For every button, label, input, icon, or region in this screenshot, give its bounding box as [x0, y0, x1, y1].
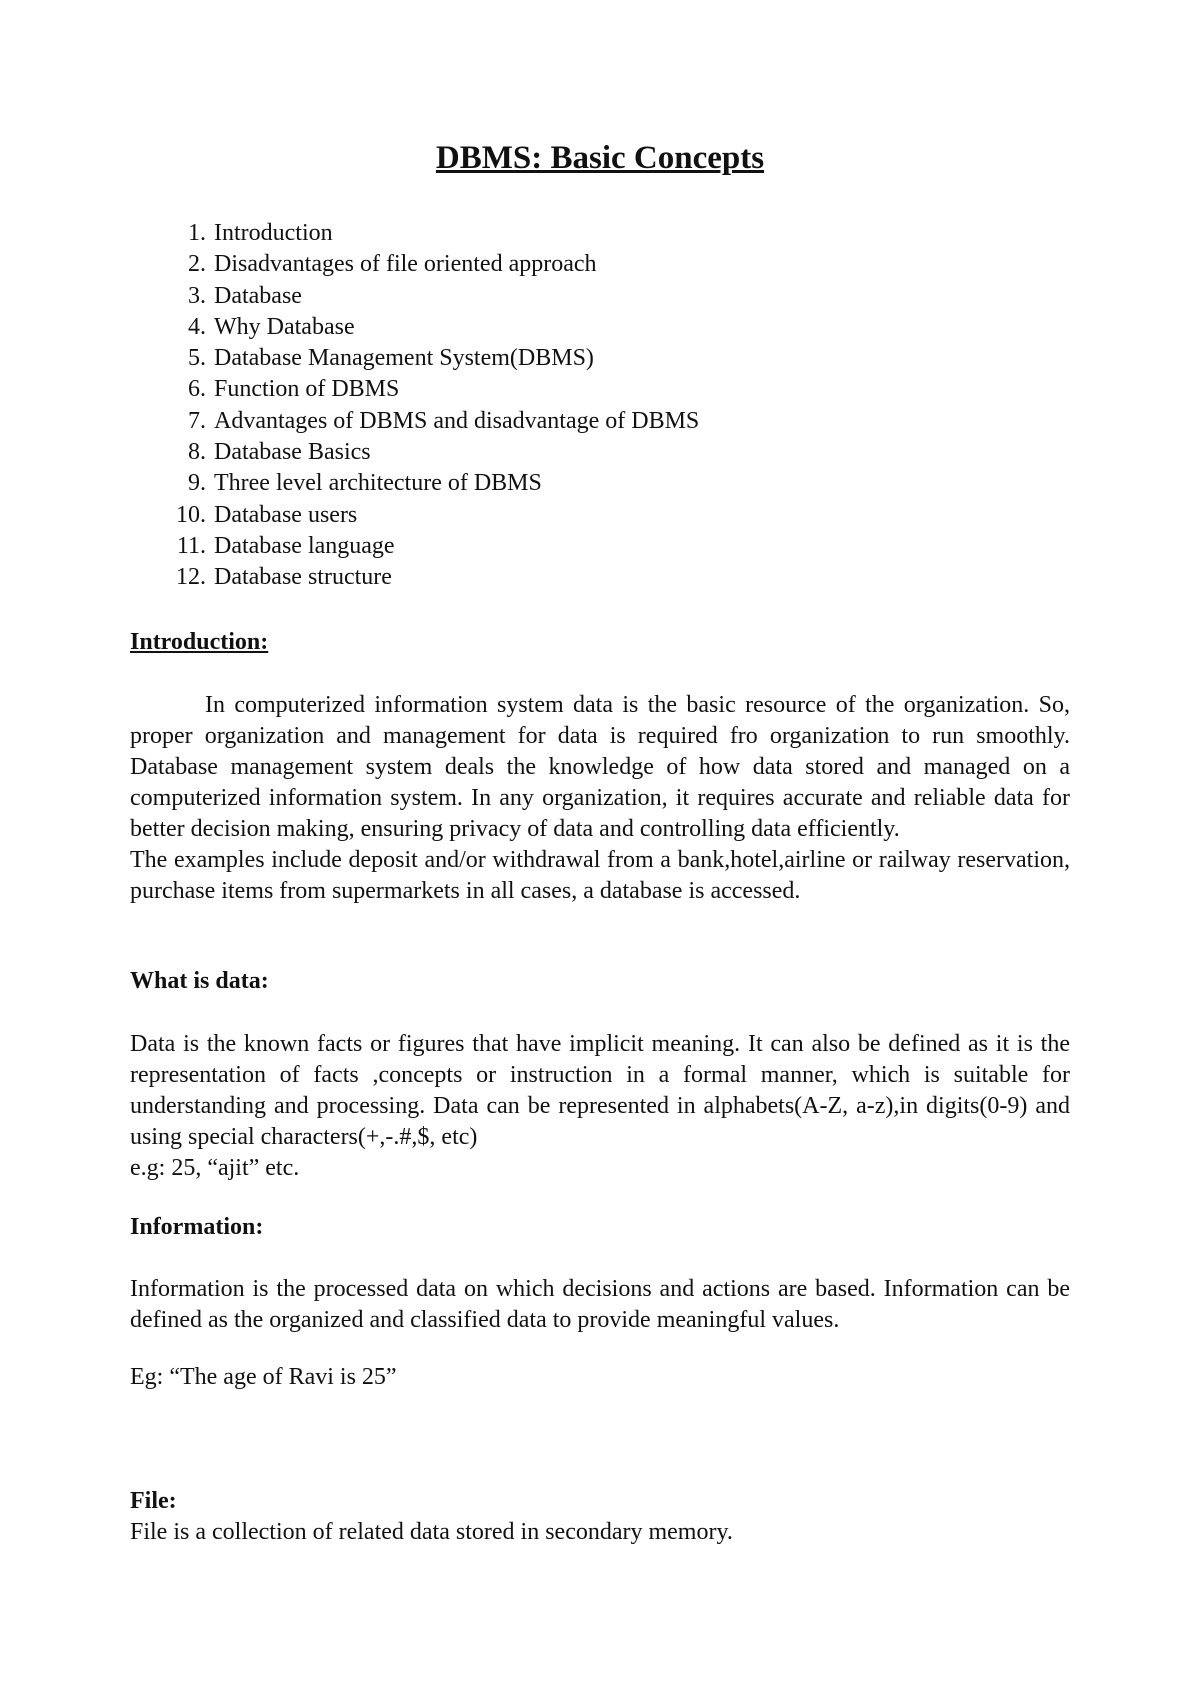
- what-is-data-paragraph: Data is the known facts or figures that have implicit meaning. It can also be defined as it is the representation of facts ,concepts or instruction in a formal manner, which is suitable for understanding and processing. Data can be represented in alphabets(A-Z, a-z),in digits(0-9) and using special characters(+,-.#,$, etc): [130, 1031, 1070, 1150]
- information-example: Eg: “The age of Ravi is 25”: [130, 1364, 397, 1390]
- toc-number: 2.: [188, 251, 206, 278]
- toc-item: [160, 249, 699, 280]
- toc-text: Database: [214, 282, 302, 309]
- toc-item: [160, 406, 699, 437]
- toc-number: 3.: [188, 282, 206, 309]
- toc-number: 12.: [176, 564, 206, 591]
- toc-text: Database language: [214, 532, 395, 559]
- toc-item: [160, 468, 699, 499]
- introduction-examples: The examples include deposit and/or withdrawal from a bank,hotel,airline or railway reservation, purchase items from supermarkets in all cases, a database is accessed.: [130, 847, 1070, 904]
- page-title: DBMS: Basic Concepts: [435, 140, 765, 176]
- toc-number: 11.: [176, 532, 206, 559]
- toc-number: 1.: [188, 220, 206, 246]
- toc-text: Database users: [214, 501, 358, 528]
- file-paragraph: File is a collection of related data stored in secondary memory.: [130, 1519, 733, 1545]
- introduction-heading: Introduction:: [130, 629, 269, 655]
- information-heading: Information:: [130, 1214, 264, 1240]
- toc-number: 6.: [188, 376, 206, 403]
- toc-item: [160, 281, 699, 312]
- file-heading: File:: [130, 1488, 177, 1514]
- table-of-contents: [160, 218, 699, 594]
- introduction-paragraph: In computerized information system data is the basic resource of the organization. So, proper organization and management for data is required fro organization to run smoothly. Database management system deals the knowledge of how data stored and managed on a computerized information system. In any organization, it requires accurate and reliable data for better decision making, ensuring privacy of data and controlling data efficiently.: [130, 692, 1070, 842]
- toc-number: 5.: [188, 345, 206, 372]
- toc-text: Database Basics: [214, 439, 371, 466]
- toc-number: 4.: [188, 313, 206, 340]
- toc-number: 10.: [176, 501, 206, 528]
- toc-item: [160, 437, 699, 468]
- introduction-body: [130, 690, 1070, 907]
- toc-item: [160, 562, 699, 593]
- toc-text: Why Database: [214, 313, 355, 340]
- what-is-data-body: [130, 1029, 1070, 1184]
- toc-number: 7.: [188, 407, 206, 434]
- toc-number: 9.: [188, 470, 206, 497]
- toc-item: [160, 500, 699, 531]
- toc-item: [160, 312, 699, 343]
- what-is-data-example: e.g: 25, “ajit” etc.: [130, 1155, 300, 1181]
- information-paragraph: Information is the processed data on which decisions and actions are based. Information can be defined as the organized and classified data to provide meaningful values.: [130, 1276, 1070, 1333]
- toc-text: Three level architecture of DBMS: [214, 470, 542, 497]
- what-is-data-heading: What is data:: [130, 968, 269, 994]
- toc-text: Advantages of DBMS and disadvantage of DBMS: [214, 407, 700, 434]
- toc-text: Disadvantages of file oriented approach: [214, 251, 597, 278]
- toc-text: Database structure: [214, 564, 392, 591]
- information-body: [130, 1274, 1070, 1336]
- toc-item: [160, 531, 699, 562]
- toc-item: [160, 374, 699, 405]
- toc-text: Function of DBMS: [214, 376, 400, 403]
- toc-text: Database Management System(DBMS): [214, 345, 594, 372]
- toc-number: 8.: [188, 439, 206, 466]
- toc-item: [160, 218, 699, 249]
- toc-item: [160, 343, 699, 374]
- toc-text: Introduction: [214, 220, 333, 246]
